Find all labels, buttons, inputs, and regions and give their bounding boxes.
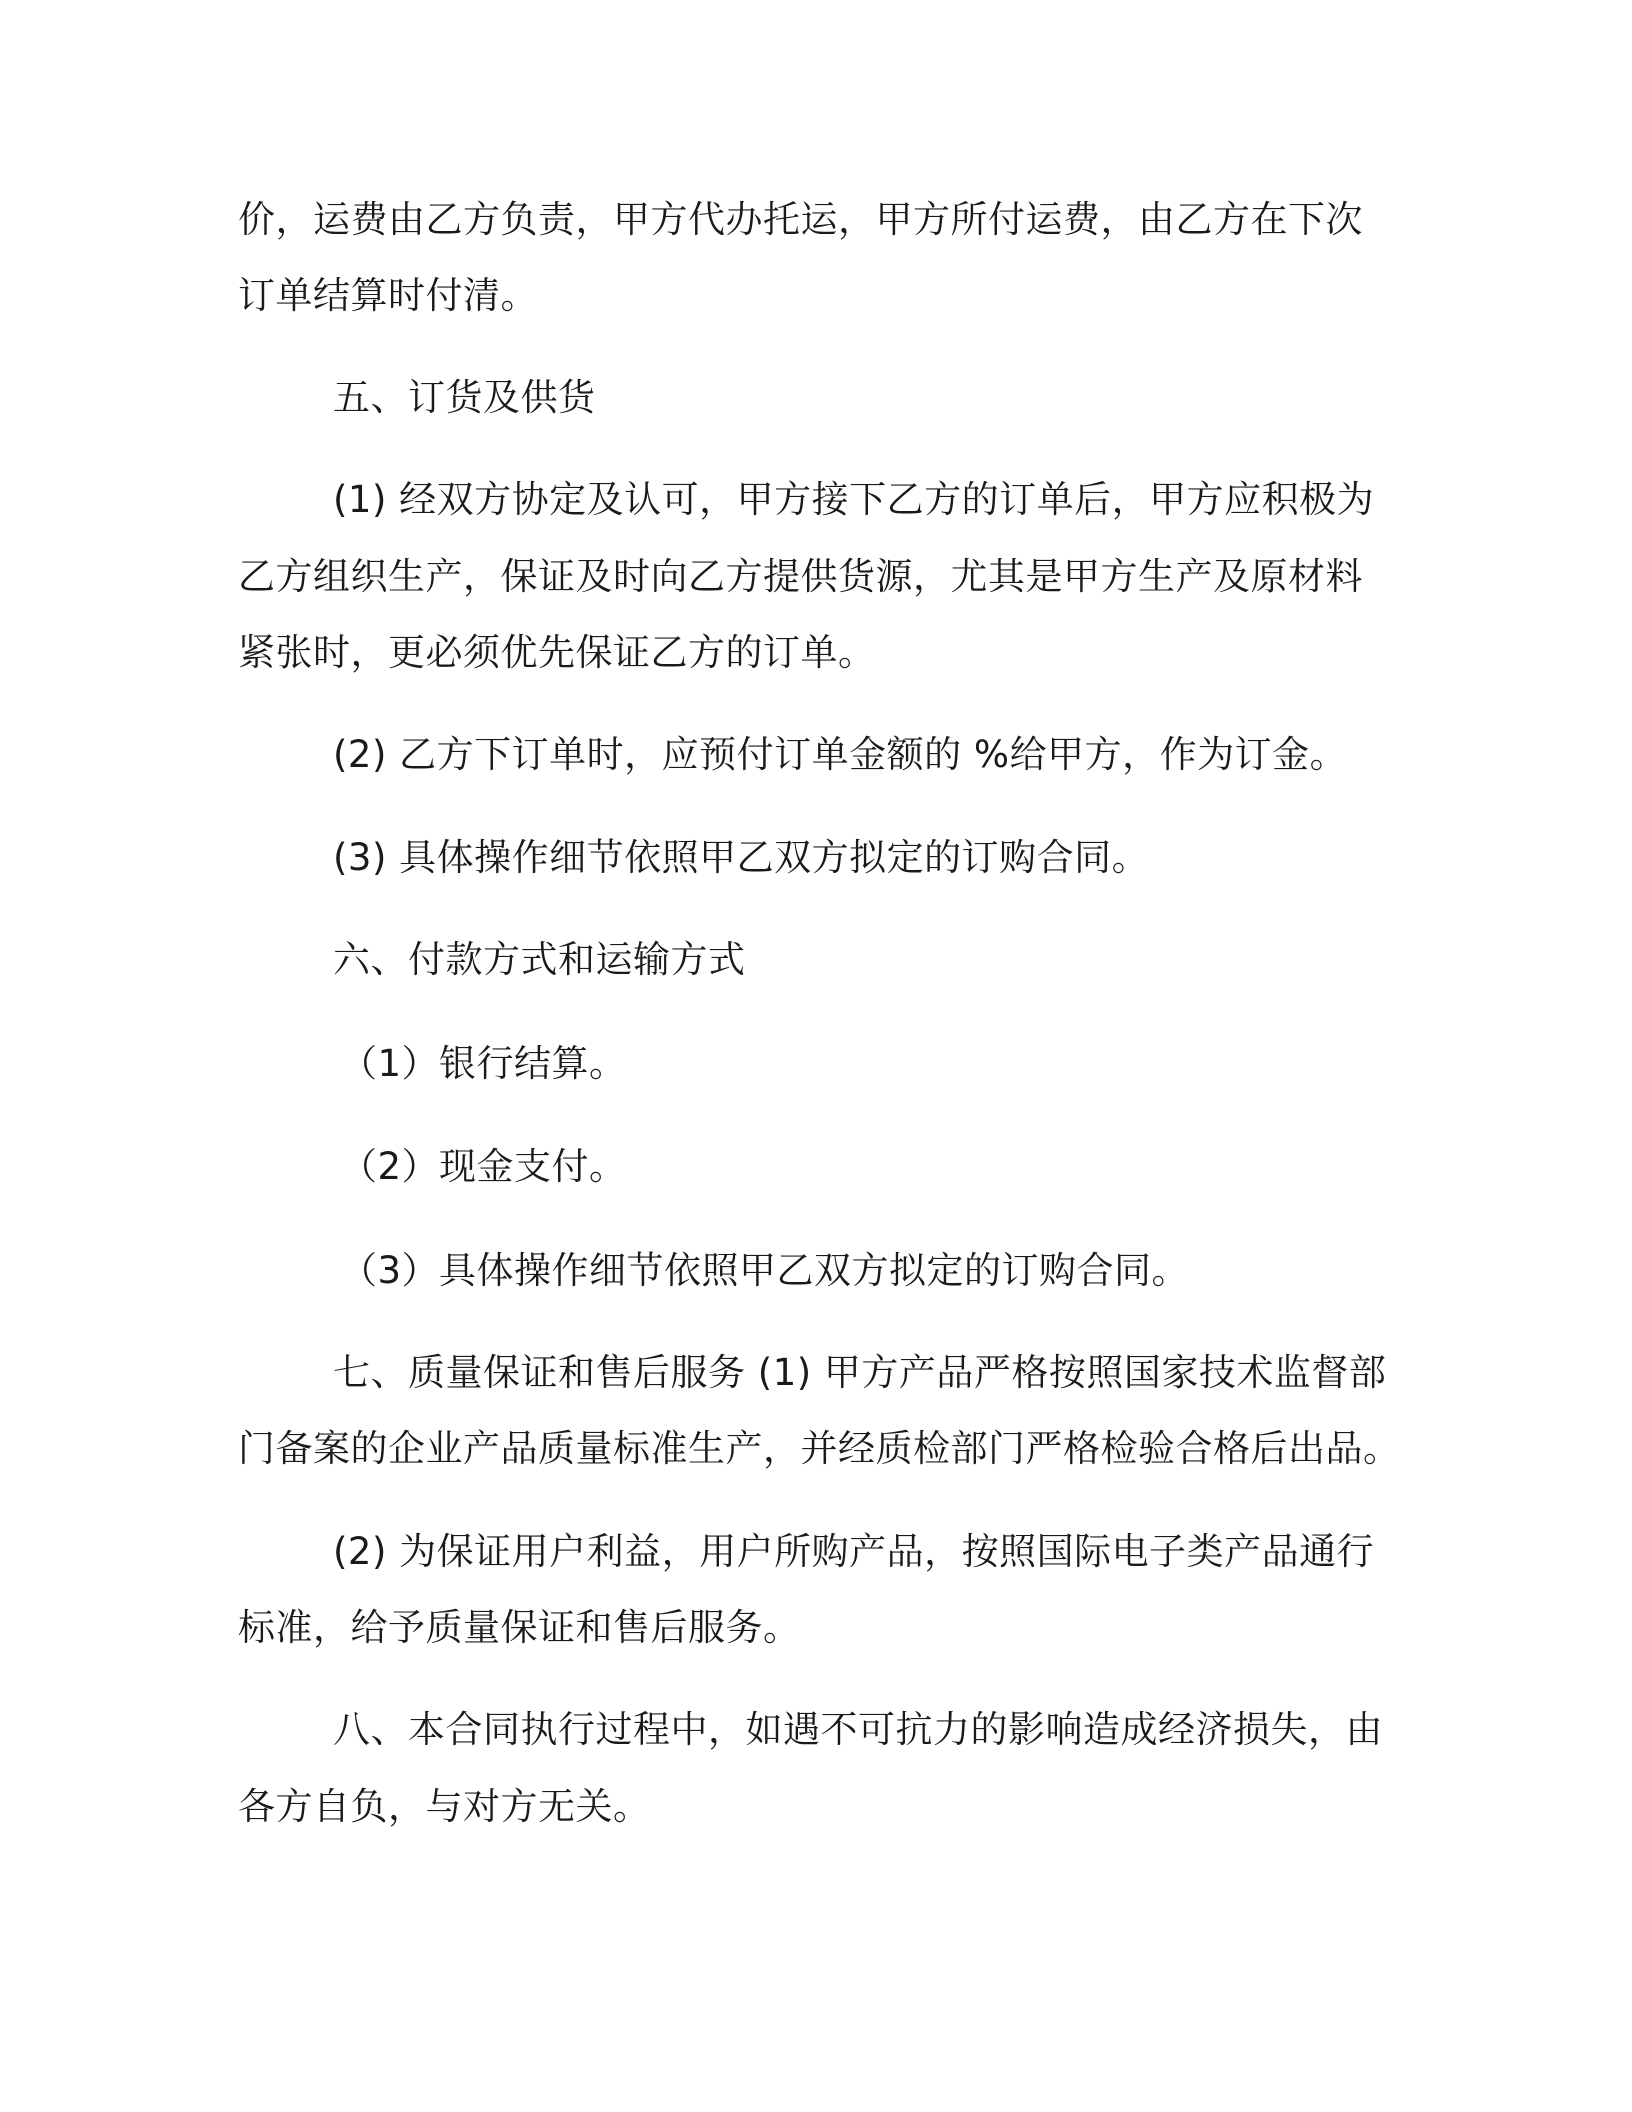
text-line: (3) 具体操作细节依照甲乙双方拟定的订购合同。 (333, 836, 1150, 879)
list-item: （1）银行结算。 (340, 1042, 627, 1085)
section-heading: 七、质量保证和售后服务 (1) 甲方产品严格按照国家技术监督部 (333, 1351, 1387, 1394)
list-item: （2）现金支付。 (340, 1145, 627, 1188)
text-line: 标准，给予质量保证和售后服务。 (238, 1606, 801, 1649)
list-item: （3）具体操作细节依照甲乙双方拟定的订购合同。 (340, 1249, 1190, 1292)
text-line: 价，运费由乙方负责，甲方代办托运，甲方所付运费，由乙方在下次 (238, 198, 1363, 241)
section-heading: 五、订货及供货 (333, 376, 596, 419)
text-line: 乙方组织生产，保证及时向乙方提供货源，尤其是甲方生产及原材料 (238, 555, 1363, 598)
text-line: 紧张时，更必须优先保证乙方的订单。 (238, 631, 876, 674)
text-line: (2) 乙方下订单时，应预付订单金额的 %给甲方，作为订金。 (333, 733, 1348, 776)
text-line: 订单结算时付清。 (238, 274, 538, 317)
text-line: 门备案的企业产品质量标准生产，并经质检部门严格检验合格后出品。 (238, 1427, 1401, 1470)
text-line: 各方自负，与对方无关。 (238, 1785, 651, 1828)
text-line: (2) 为保证用户利益，用户所购产品，按照国际电子类产品通行 (333, 1530, 1375, 1573)
section-heading: 六、付款方式和运输方式 (333, 938, 746, 981)
text-line: (1) 经双方协定及认可，甲方接下乙方的订单后，甲方应积极为 (333, 478, 1375, 521)
section-heading: 八、本合同执行过程中，如遇不可抗力的影响造成经济损失，由 (333, 1708, 1383, 1751)
